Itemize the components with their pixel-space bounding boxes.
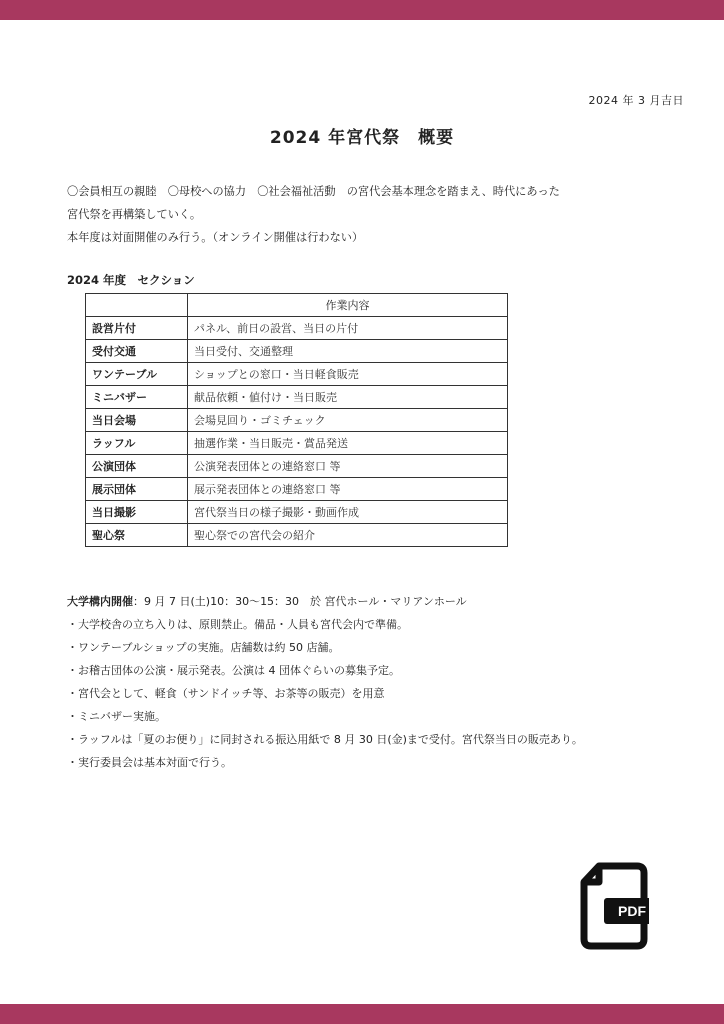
table-header-empty bbox=[86, 294, 188, 317]
intro-line: 宮代祭を再構築していく。 bbox=[67, 208, 202, 221]
event-bullet: ・ラッフルは「夏のお便り」に同封される振込用紙で 8 月 30 日(金)まで受付。宮代祭当日の販売あり。 bbox=[67, 733, 583, 746]
event-lead-text: ：9 月 7 日(土)10：30～15：30 於 宮代ホール・マリアンホール bbox=[133, 595, 467, 608]
bottom-band bbox=[0, 1004, 724, 1024]
section-work: 抽選作業・当日販売・賞品発送 bbox=[188, 432, 508, 455]
document-date: 2024 年 3 月吉日 bbox=[588, 94, 684, 107]
pdf-download-icon[interactable] bbox=[579, 862, 649, 950]
document-title: 2024 年宮代祭 概要 bbox=[269, 128, 455, 148]
pdf-file-icon bbox=[579, 862, 649, 950]
table-row bbox=[86, 455, 508, 478]
section-work: ショップとの窓口・当日軽食販売 bbox=[188, 363, 508, 386]
section-name: ラッフル bbox=[86, 432, 188, 455]
section-name: 設営片付 bbox=[86, 317, 188, 340]
top-band bbox=[0, 0, 724, 20]
section-name: 当日撮影 bbox=[86, 501, 188, 524]
section-work: 当日受付、交通整理 bbox=[188, 340, 508, 363]
event-lead-line bbox=[67, 590, 707, 613]
intro-line: 本年度は対面開催のみ行う。（オンライン開催は行わない） bbox=[67, 231, 364, 244]
section-name: ワンテーブル bbox=[86, 363, 188, 386]
section-work: 宮代祭当日の様子撮影・動画作成 bbox=[188, 501, 508, 524]
event-bullet: ・ワンテーブルショップの実施。店舗数は約 50 店舗。 bbox=[67, 641, 340, 654]
intro-paragraph bbox=[67, 180, 677, 249]
table-row bbox=[86, 432, 508, 455]
table-row bbox=[86, 317, 508, 340]
section-name: 聖心祭 bbox=[86, 524, 188, 547]
section-work: 聖心祭での宮代会の紹介 bbox=[188, 524, 508, 547]
pdf-label: PDF bbox=[618, 903, 646, 919]
section-name: 展示団体 bbox=[86, 478, 188, 501]
event-lead-label: 大学構内開催 bbox=[67, 595, 133, 608]
table-row bbox=[86, 524, 508, 547]
section-work: 会場見回り・ゴミチェック bbox=[188, 409, 508, 432]
event-bullet: ・お稽古団体の公演・展示発表。公演は 4 団体ぐらいの募集予定。 bbox=[67, 664, 400, 677]
section-work: パネル、前日の設営、当日の片付 bbox=[188, 317, 508, 340]
table-header-row bbox=[86, 294, 508, 317]
table-row bbox=[86, 340, 508, 363]
table-row bbox=[86, 501, 508, 524]
intro-line: 〇会員相互の親睦 〇母校への協力 〇社会福祉活動 の宮代会基本理念を踏まえ、時代にあった bbox=[67, 185, 560, 198]
sections-table bbox=[85, 293, 508, 547]
section-name: 受付交通 bbox=[86, 340, 188, 363]
table-header-work: 作業内容 bbox=[188, 294, 508, 317]
event-bullet: ・宮代会として、軽食（サンドイッチ等、お茶等の販売）を用意 bbox=[67, 687, 385, 700]
section-heading: 2024 年度 セクション bbox=[67, 273, 195, 287]
section-name: 公演団体 bbox=[86, 455, 188, 478]
event-details bbox=[67, 590, 707, 774]
event-bullet: ・ミニバザー実施。 bbox=[67, 710, 166, 723]
event-bullet: ・実行委員会は基本対面で行う。 bbox=[67, 756, 232, 769]
event-bullet: ・大学校舎の立ち入りは、原則禁止。備品・人員も宮代会内で準備。 bbox=[67, 618, 408, 631]
section-work: 展示発表団体との連絡窓口 等 bbox=[188, 478, 508, 501]
section-name: 当日会場 bbox=[86, 409, 188, 432]
table-row bbox=[86, 386, 508, 409]
table-row bbox=[86, 363, 508, 386]
section-name: ミニバザー bbox=[86, 386, 188, 409]
section-work: 献品依頼・値付け・当日販売 bbox=[188, 386, 508, 409]
section-work: 公演発表団体との連絡窓口 等 bbox=[188, 455, 508, 478]
table-row bbox=[86, 409, 508, 432]
table-row bbox=[86, 478, 508, 501]
